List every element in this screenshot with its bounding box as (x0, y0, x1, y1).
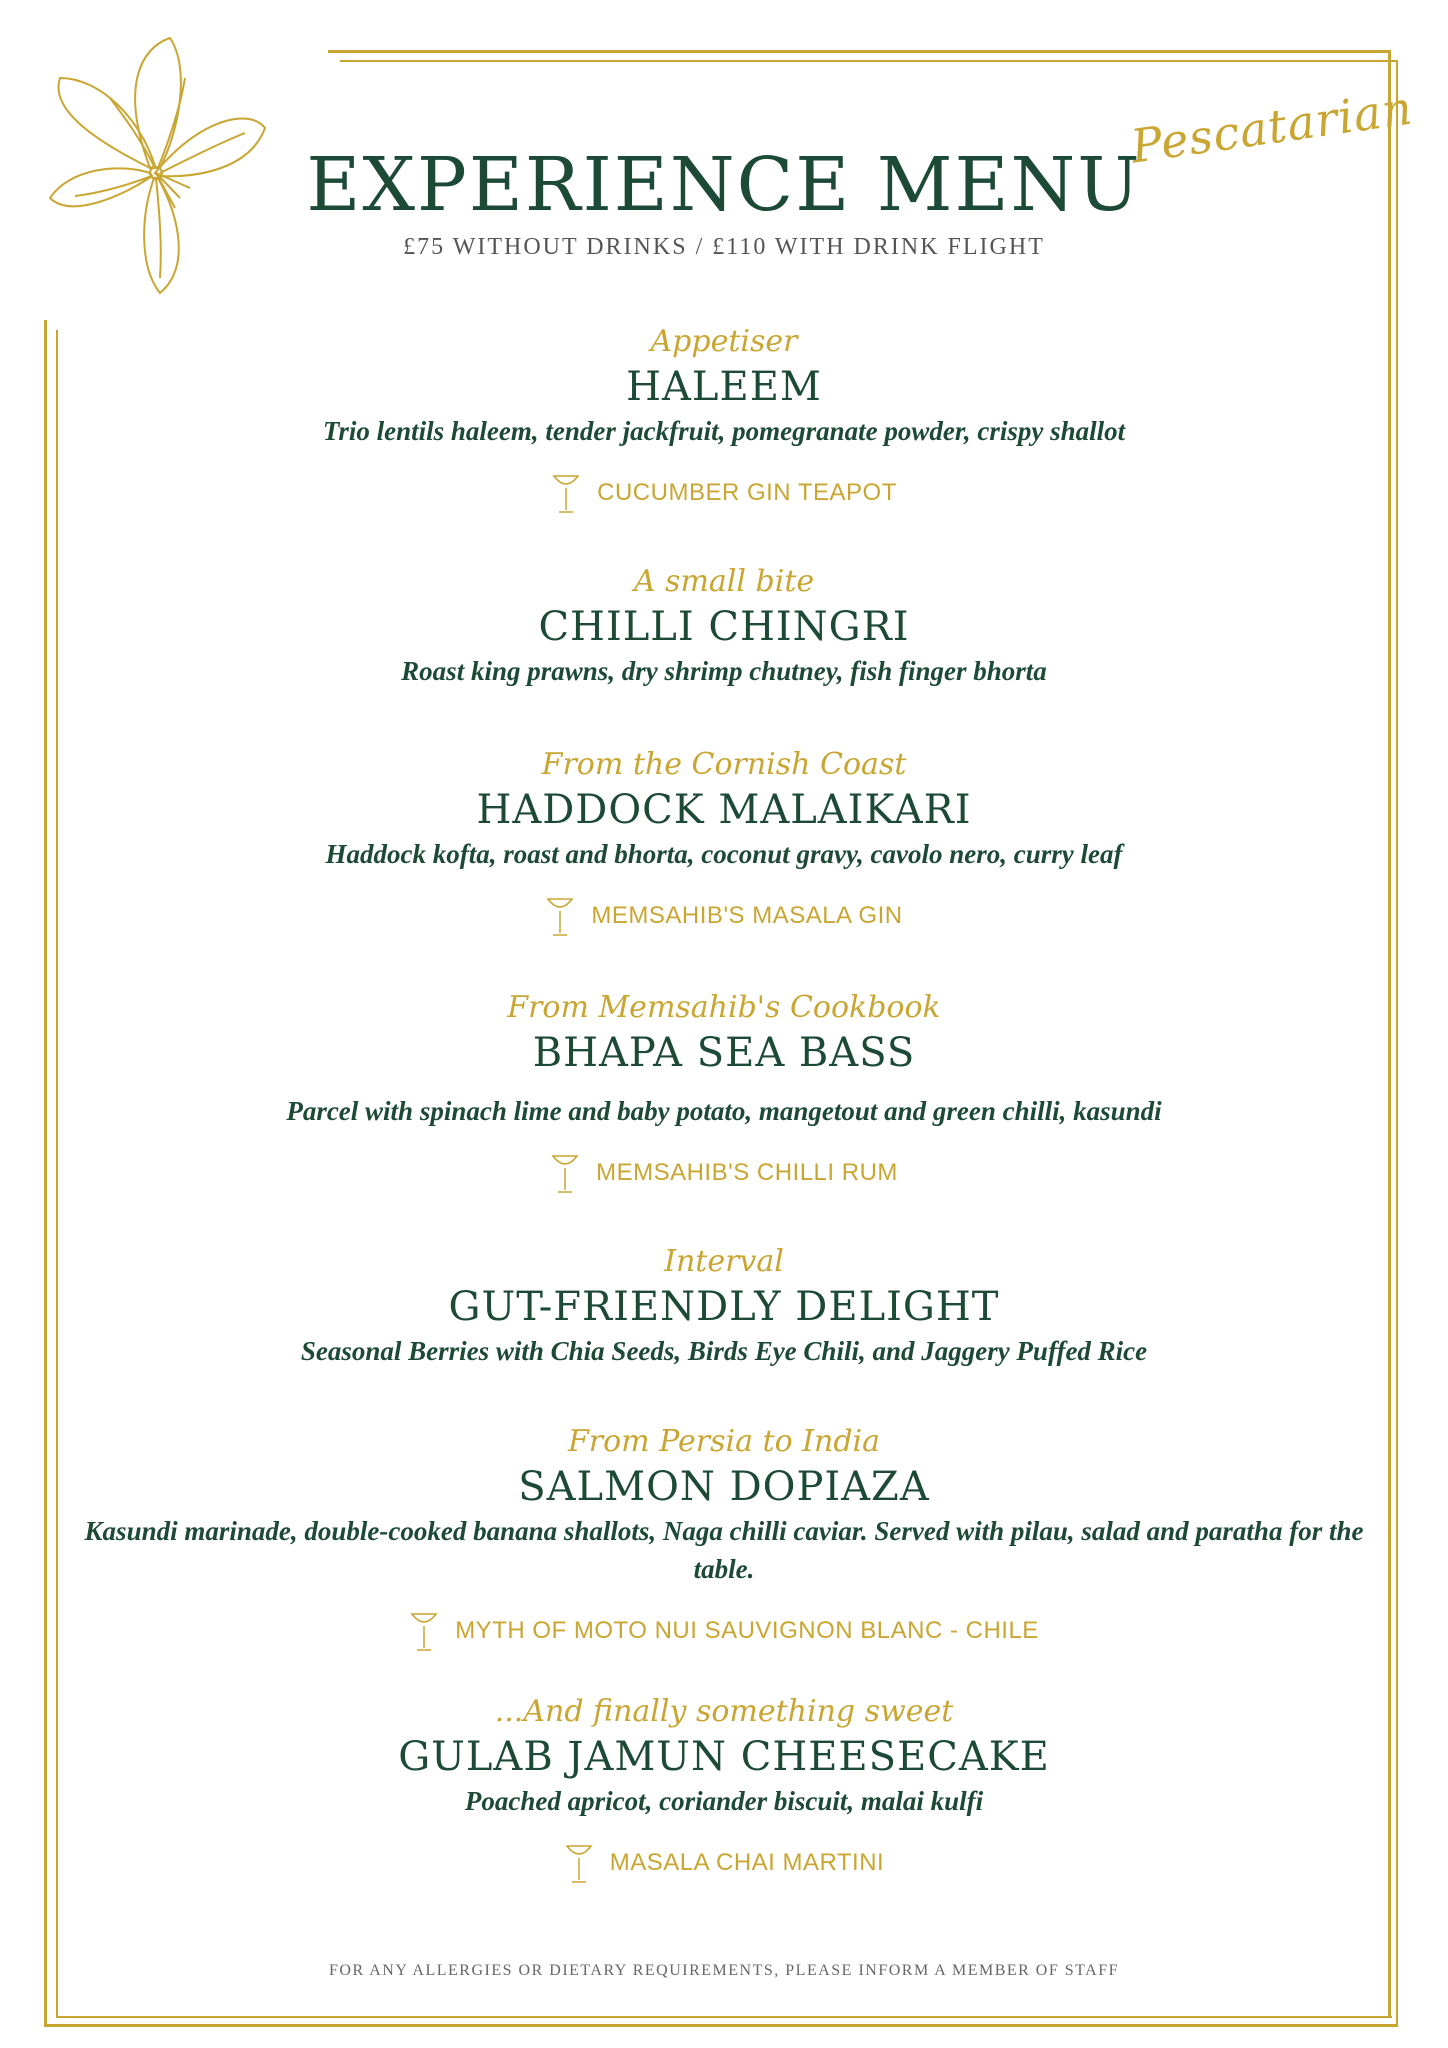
dish-description: Haddock kofta, roast and bhorta, coconut gravy, cavolo nero, curry leaf (325, 839, 1123, 869)
dish-name: BHAPA SEA BASS (532, 1030, 916, 1076)
border-top-inner (340, 60, 1396, 62)
dish-name: SALMON DOPIAZA (518, 1464, 930, 1510)
course-cornish-coast (70, 745, 1378, 939)
cocktail-glass-icon (545, 893, 575, 939)
drink-name: MEMSAHIB'S MASALA GIN (591, 902, 903, 929)
dish-description: Roast king prawns, dry shrimp chutney, fish finger bhorta (401, 656, 1047, 686)
course-appetiser (70, 322, 1378, 516)
course-label: A small bite (633, 564, 815, 599)
drink-name: MASALA CHAI MARTINI (609, 1849, 885, 1876)
course-small-bite (70, 562, 1378, 690)
course-label: From Memsahib's Cookbook (507, 990, 941, 1025)
course-label: From Persia to India (567, 1424, 881, 1459)
allergy-notice: FOR ANY ALLERGIES OR DIETARY REQUIREMENTS, PLEASE INFORM A MEMBER OF STAFF (329, 1962, 1119, 1979)
dish-description: Seasonal Berries with Chia Seeds, Birds Eye Chili, and Jaggery Puffed Rice (300, 1336, 1148, 1366)
border-bottom-inner (56, 2016, 1392, 2018)
course-label: Appetiser (650, 324, 798, 359)
dish-name: CHILLI CHINGRI (538, 604, 910, 650)
drink-name: MEMSAHIB'S CHILLI RUM (596, 1159, 898, 1186)
course-dessert (70, 1692, 1378, 1886)
drink-pairing (70, 1608, 1378, 1654)
drink-pairing (70, 470, 1378, 516)
dish-name: HALEEM (626, 364, 822, 410)
border-top-outer (328, 50, 1388, 53)
menu-badge: Pescatarian (1127, 80, 1416, 174)
drink-pairing (70, 1150, 1378, 1196)
drink-pairing (70, 1840, 1378, 1886)
dish-name: HADDOCK MALAIKARI (476, 787, 972, 833)
border-bottom-outer (44, 2024, 1398, 2027)
course-cookbook (70, 988, 1378, 1196)
course-label: ...And finally something sweet (494, 1694, 954, 1729)
course-label: From the Cornish Coast (541, 747, 907, 782)
dish-name: GUT-FRIENDLY DELIGHT (448, 1284, 1000, 1330)
course-persia-india (70, 1422, 1378, 1654)
course-label: Interval (664, 1244, 784, 1279)
cocktail-glass-icon (550, 1150, 580, 1196)
dish-description: Poached apricot, coriander biscuit, malai kulfi (464, 1786, 984, 1816)
cocktail-glass-icon (564, 1840, 594, 1886)
cocktail-glass-icon (409, 1608, 439, 1654)
drink-name: MYTH OF MOTO NUI SAUVIGNON BLANC - CHILE (455, 1617, 1039, 1644)
dish-name: GULAB JAMUN CHEESECAKE (398, 1734, 1050, 1780)
page-title: EXPERIENCE MENU (306, 142, 1142, 228)
drink-pairing (70, 893, 1378, 939)
dish-description: Trio lentils haleem, tender jackfruit, pomegranate powder, crispy shallot (322, 416, 1126, 446)
dish-description: Kasundi marinade, double-cooked banana shallots, Naga chilli caviar. Served with pilau, salad and paratha for the table. (84, 1516, 1364, 1584)
border-right-inner (1396, 60, 1398, 2026)
price-line: £75 WITHOUT DRINKS / £110 WITH DRINK FLIGHT (403, 234, 1045, 260)
course-interval (70, 1242, 1378, 1370)
border-right-outer (1388, 50, 1391, 2016)
border-left-inner (56, 330, 58, 2018)
dish-description: Parcel with spinach lime and baby potato, mangetout and green chilli, kasundi (286, 1096, 1162, 1126)
border-left-outer (44, 320, 47, 2026)
cocktail-glass-icon (551, 470, 581, 516)
drink-name: CUCUMBER GIN TEAPOT (597, 479, 897, 506)
